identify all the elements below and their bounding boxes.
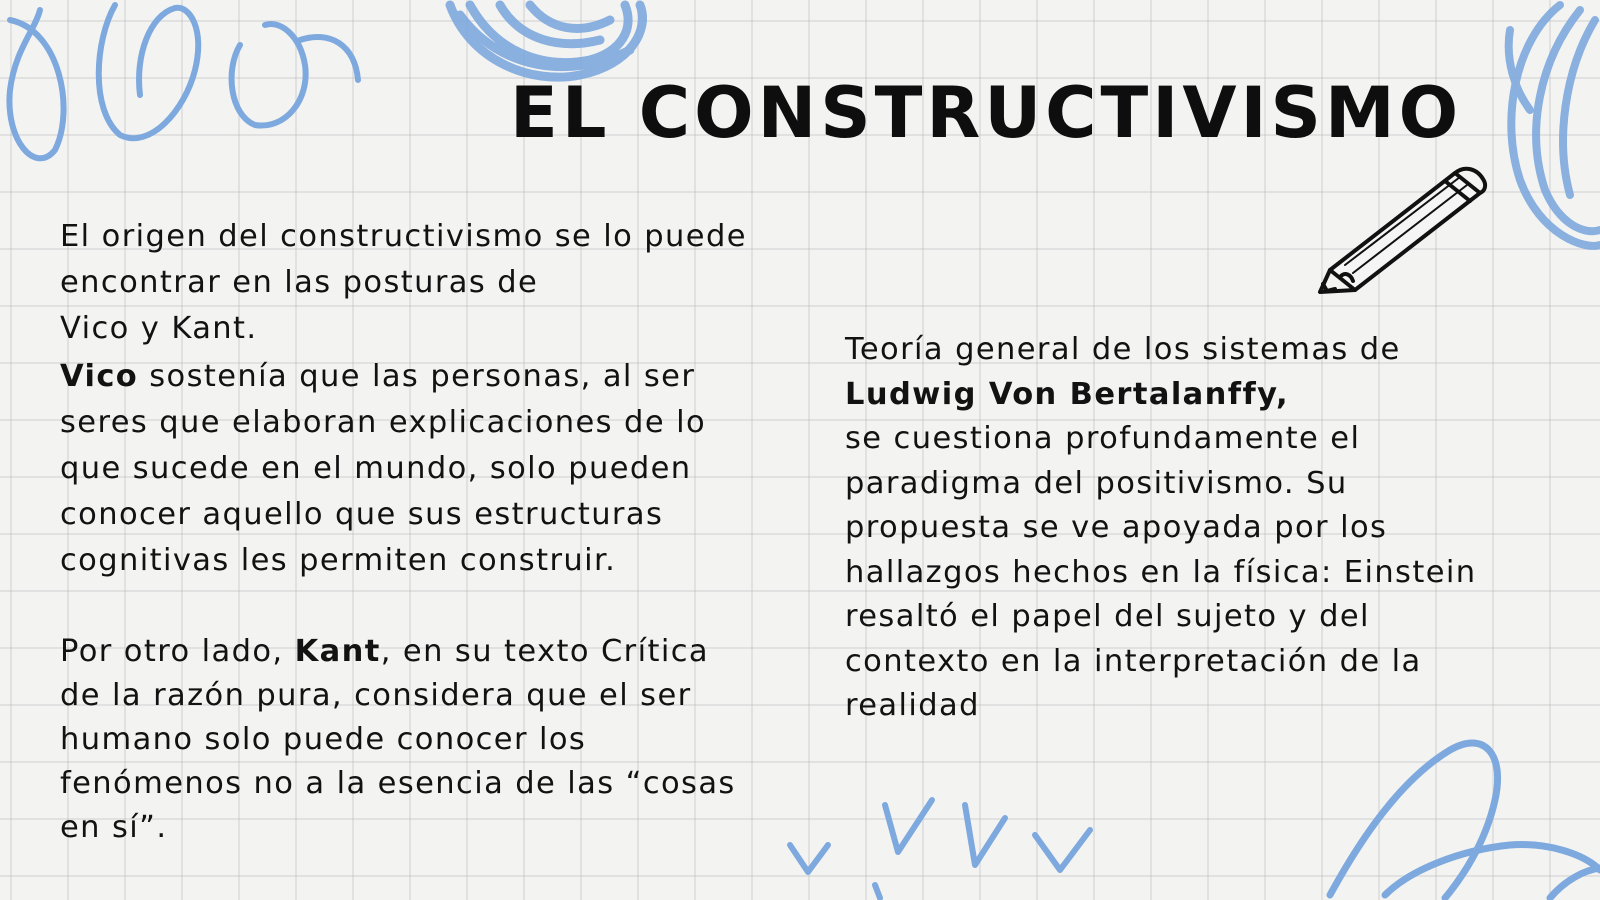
- paragraph-line: cognitivas les permiten construir.: [60, 543, 617, 578]
- paragraph-line: seres que elaboran explicaciones de lo: [60, 405, 707, 440]
- paragraph-line: Vico y Kant.: [60, 311, 258, 346]
- kant-paragraph: [60, 630, 820, 850]
- paragraph-line: de la razón pura, considera que el ser: [60, 678, 692, 713]
- bertalanffy-name: Ludwig Von Bertalanffy,: [845, 376, 1290, 412]
- vico-name: Vico: [60, 359, 139, 394]
- right-text-column: [845, 328, 1525, 729]
- pencil-icon: [1315, 165, 1490, 300]
- paragraph-line: humano solo puede conocer los: [60, 722, 587, 757]
- paragraph-line: El origen del constructivismo se lo puede: [60, 219, 747, 254]
- checkmark-scribble-decoration: [780, 790, 1110, 900]
- left-text-column: [60, 214, 820, 850]
- paragraph-line: paradigma del positivismo. Su: [845, 465, 1348, 501]
- text-span: sostenía que las personas, al ser: [138, 359, 696, 394]
- paragraph-line: contexto en la interpretación de la: [845, 643, 1422, 679]
- intro-paragraph: [60, 214, 820, 352]
- blue-crayon-scribble-decoration: [1490, 0, 1600, 260]
- scribble-loops-decoration: [0, 0, 380, 180]
- paragraph-line: resaltó el papel del sujeto y del: [845, 599, 1370, 634]
- page-title: EL CONSTRUCTIVISMO: [510, 72, 1463, 154]
- paragraph-line: Teoría general de los sistemas de: [845, 332, 1401, 367]
- paragraph-line: en sí”.: [60, 810, 168, 845]
- paragraph-line: fenómenos no a la esencia de las “cosas: [60, 766, 736, 801]
- paragraph-line: hallazgos hechos en la física: Einstein: [845, 554, 1477, 590]
- text-span: , en su texto Crítica: [380, 634, 709, 669]
- kant-name: Kant: [294, 634, 381, 669]
- paragraph-line: [60, 354, 820, 400]
- systems-theory-paragraph: [845, 328, 1525, 729]
- paragraph-line: que sucede en el mundo, solo pueden: [60, 451, 692, 486]
- text-span: Por otro lado,: [60, 634, 295, 669]
- blue-loop-decoration: [1320, 730, 1600, 900]
- paragraph-line: conocer aquello que sus estructuras: [60, 497, 664, 532]
- paragraph-line: propuesta se ve apoyada por los: [845, 510, 1388, 545]
- paragraph-line: realidad: [845, 688, 980, 723]
- vico-paragraph: [60, 354, 820, 584]
- paragraph-line: se cuestiona profundamente el: [845, 421, 1361, 456]
- paragraph-line: [60, 630, 820, 674]
- paragraph-line: encontrar en las posturas de: [60, 265, 539, 300]
